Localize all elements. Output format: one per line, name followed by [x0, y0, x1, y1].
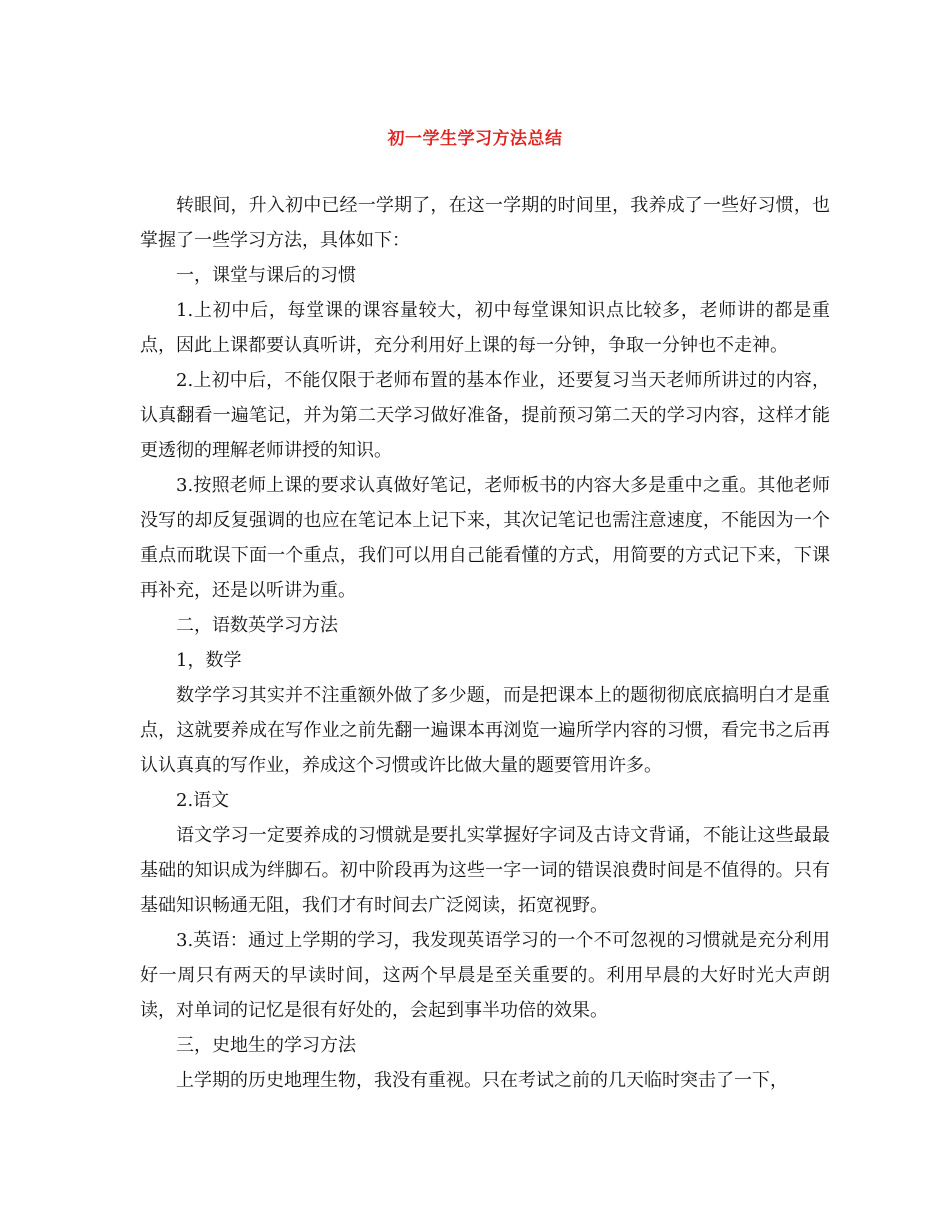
- subheading-math: 1，数学: [176, 650, 242, 671]
- paragraph-chinese: 语文学习一定要养成的习惯就是要扎实掌握好字词及古诗文背诵，不能让这些最最基础的知识成为绊脚石。初中阶段再为这些一字一词的错误浪费时间是不值得的。只有基础知识畅通无阻，我们才有时间去广泛阅读，拓宽视野。: [140, 825, 830, 916]
- paragraph-math: 数学学习其实并不注重额外做了多少题，而是把课本上的题彻彻底底搞明白才是重点，这就要养成在写作业之前先翻一遍课本再浏览一遍所学内容的习惯，看完书之后再认认真真的写作业，养成这个习惯或许比做大量的题要管用许多。: [140, 685, 830, 776]
- paragraph-history-geo-bio: 上学期的历史地理生物，我没有重视。只在考试之前的几天临时突击了一下，: [176, 1070, 788, 1091]
- document-body: [140, 188, 830, 1098]
- paragraph-intro: 转眼间，升入初中已经一学期了，在这一学期的时间里，我养成了一些好习惯，也掌握了一些学习方法，具体如下：: [140, 195, 830, 251]
- subheading-chinese: 2.语文: [176, 790, 230, 811]
- paragraph-english: 3.英语：通过上学期的学习，我发现英语学习的一个不可忽视的习惯就是充分利用好一周只有两天的早读时间，这两个早晨是至关重要的。利用早晨的大好时光大声朗读，对单词的记忆是很有好处的，会起到事半功倍的效果。: [140, 930, 830, 1021]
- paragraph-1-2: 2.上初中后，不能仅限于老师布置的基本作业，还要复习当天老师所讲过的内容，认真翻看一遍笔记，并为第二天学习做好准备，提前预习第二天的学习内容，这样才能更透彻的理解老师讲授的知识。: [140, 370, 830, 461]
- paragraph-1-3: 3.按照老师上课的要求认真做好笔记，老师板书的内容大多是重中之重。其他老师没写的却反复强调的也应在笔记本上记下来，其次记笔记也需注意速度，不能因为一个重点而耽误下面一个重点，我们可以用自己能看懂的方式，用简要的方式记下来，下课再补充，还是以听讲为重。: [140, 475, 830, 601]
- document-title: 初一学生学习方法总结: [387, 129, 563, 149]
- heading-section-3: 三，史地生的学习方法: [176, 1035, 356, 1056]
- heading-section-1: 一，课堂与课后的习惯: [176, 265, 356, 286]
- heading-section-2: 二，语数英学习方法: [176, 615, 338, 636]
- paragraph-1-1: 1.上初中后，每堂课的课容量较大，初中每堂课知识点比较多，老师讲的都是重点，因此上课都要认真听讲，充分利用好上课的每一分钟，争取一分钟也不走神。: [140, 300, 830, 356]
